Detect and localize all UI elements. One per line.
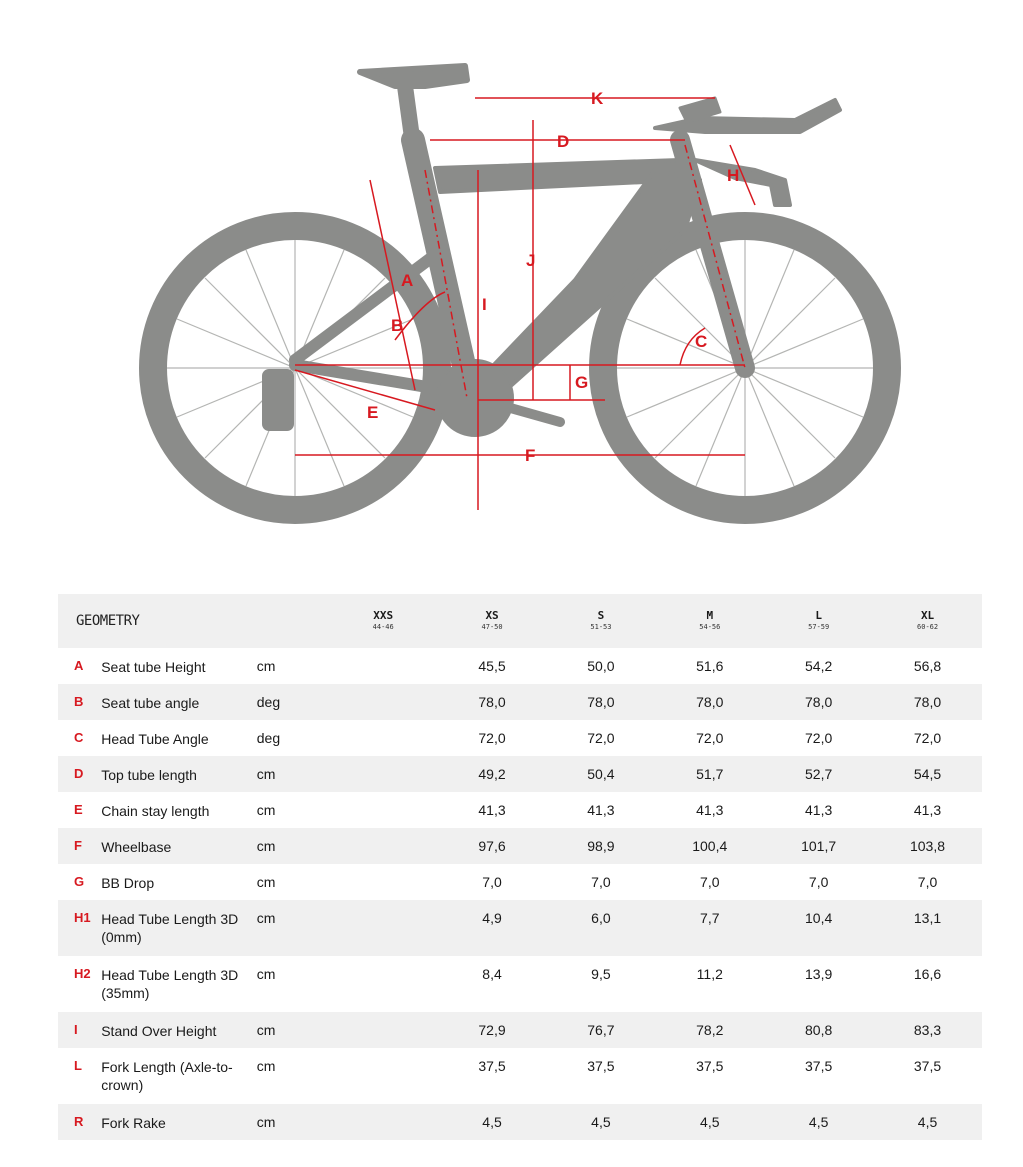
row-value: 11,2 <box>696 966 723 982</box>
row-letter: D <box>74 766 84 781</box>
row-value: 80,8 <box>805 1022 833 1038</box>
table-row <box>58 828 982 864</box>
size-col-xxs <box>329 608 438 632</box>
row-value: 16,6 <box>913 966 942 982</box>
row-value: 7,0 <box>917 874 938 890</box>
row-value: 72,0 <box>478 730 506 746</box>
size-name: XS <box>485 608 499 622</box>
row-unit: cm <box>256 1114 276 1130</box>
row-unit: cm <box>256 1022 276 1038</box>
row-value: 78,2 <box>696 1022 724 1038</box>
row-letter: E <box>74 802 83 817</box>
label-a: A <box>401 271 414 290</box>
row-value: 7,0 <box>700 874 720 890</box>
row-value: 37,5 <box>913 1058 942 1074</box>
row-name: Head Tube Length 3D (0mm) <box>101 911 239 945</box>
row-value: 6,0 <box>591 910 611 926</box>
row-unit: cm <box>256 910 276 926</box>
row-value: 103,8 <box>909 838 946 854</box>
row-name: Head Tube Length 3D (35mm) <box>101 967 239 1001</box>
label-b: B <box>391 316 404 335</box>
row-unit: deg <box>256 694 281 710</box>
size-name: XXS <box>373 608 394 622</box>
table-row <box>58 1012 982 1048</box>
table-row <box>58 792 982 828</box>
size-name: XL <box>920 608 935 622</box>
table-row <box>58 684 982 720</box>
size-col-m <box>655 608 764 632</box>
size-col-s <box>547 608 656 632</box>
row-name: BB Drop <box>101 875 155 891</box>
row-letter: H1 <box>74 910 91 925</box>
row-value: 41,3 <box>587 802 615 818</box>
row-letter: G <box>74 874 85 889</box>
table-header <box>58 594 982 648</box>
row-value: 45,5 <box>478 658 506 674</box>
row-value: 72,0 <box>696 730 724 746</box>
label-k: K <box>591 89 604 108</box>
size-col-xl <box>873 608 982 632</box>
table-body <box>58 648 982 1140</box>
row-value: 101,7 <box>801 838 837 854</box>
size-name: L <box>815 608 822 622</box>
size-range: 54-56 <box>699 622 721 631</box>
row-value: 41,3 <box>478 802 506 818</box>
row-letter: H2 <box>74 966 91 981</box>
row-name: Wheelbase <box>101 839 172 855</box>
row-value: 54,2 <box>805 658 833 674</box>
label-c: C <box>695 332 708 351</box>
size-name: M <box>706 608 714 622</box>
row-value: 78,0 <box>478 694 506 710</box>
table-row <box>58 1048 982 1104</box>
label-g: G <box>575 373 589 392</box>
label-f: F <box>525 446 536 465</box>
size-range: 60-62 <box>917 622 939 631</box>
row-value: 4,9 <box>482 910 502 926</box>
row-name: Fork Length (Axle-to-crown) <box>101 1059 233 1093</box>
table-row <box>58 648 982 684</box>
row-unit: cm <box>256 802 276 818</box>
row-value: 72,0 <box>805 730 833 746</box>
row-value: 76,7 <box>587 1022 615 1038</box>
row-value: 7,0 <box>808 874 829 890</box>
row-letter: A <box>74 658 84 673</box>
table-title: GEOMETRY <box>76 613 140 629</box>
row-value: 72,0 <box>587 730 615 746</box>
row-name: Seat tube Height <box>101 659 206 675</box>
row-value: 13,1 <box>913 910 942 926</box>
row-value: 72,9 <box>478 1022 506 1038</box>
row-value: 51,7 <box>696 766 724 782</box>
row-value: 56,8 <box>913 658 942 674</box>
row-letter: B <box>74 694 84 709</box>
row-value: 83,3 <box>913 1022 942 1038</box>
row-value: 78,0 <box>696 694 724 710</box>
size-name: S <box>597 608 605 622</box>
row-unit: cm <box>256 966 276 982</box>
size-range: 57-59 <box>808 622 830 631</box>
table-row <box>58 720 982 756</box>
row-value: 4,5 <box>482 1114 502 1130</box>
row-name: Seat tube angle <box>101 695 200 711</box>
row-value: 37,5 <box>805 1058 833 1074</box>
row-value: 50,4 <box>587 766 615 782</box>
row-value: 100,4 <box>692 838 728 854</box>
table-row <box>58 1104 982 1140</box>
row-value: 10,4 <box>805 910 833 926</box>
row-value: 37,5 <box>478 1058 506 1074</box>
row-value: 41,3 <box>696 802 724 818</box>
row-value: 97,6 <box>478 838 506 854</box>
size-col-l <box>764 608 873 632</box>
row-value: 78,0 <box>913 694 942 710</box>
table-row <box>58 864 982 900</box>
row-value: 37,5 <box>696 1058 724 1074</box>
row-unit: cm <box>256 874 276 890</box>
row-value: 50,0 <box>587 658 615 674</box>
table-row <box>58 956 982 1012</box>
row-value: 98,9 <box>587 838 615 854</box>
row-value: 54,5 <box>913 766 942 782</box>
row-value: 8,4 <box>482 966 502 982</box>
row-unit: cm <box>256 1058 276 1074</box>
row-value: 78,0 <box>805 694 833 710</box>
row-name: Top tube length <box>101 767 197 783</box>
label-e: E <box>367 403 379 422</box>
row-name: Fork Rake <box>101 1115 166 1131</box>
row-value: 41,3 <box>913 802 942 818</box>
row-name: Stand Over Height <box>101 1023 217 1039</box>
row-value: 52,7 <box>805 766 833 782</box>
row-letter: I <box>74 1022 78 1037</box>
row-name: Chain stay length <box>101 803 210 819</box>
row-letter: C <box>74 730 84 745</box>
label-j: J <box>526 251 536 270</box>
row-value: 13,9 <box>805 966 833 982</box>
size-range: 51-53 <box>590 622 612 631</box>
row-unit: cm <box>256 658 276 674</box>
row-value: 4,5 <box>808 1114 829 1130</box>
bike-illustration <box>95 20 935 560</box>
size-col-xs <box>438 608 547 632</box>
geometry-table <box>58 594 982 1140</box>
row-value: 51,6 <box>696 658 724 674</box>
label-h: H <box>727 166 740 185</box>
row-unit: deg <box>256 730 281 746</box>
size-range: 47-50 <box>481 622 503 631</box>
row-unit: cm <box>256 766 276 782</box>
row-value: 7,0 <box>591 874 611 890</box>
row-value: 49,2 <box>478 766 506 782</box>
row-value: 72,0 <box>913 730 942 746</box>
size-range: 44-46 <box>372 622 394 631</box>
row-unit: cm <box>256 838 276 854</box>
bike-geometry-diagram <box>95 20 935 560</box>
row-value: 9,5 <box>591 966 611 982</box>
label-d: D <box>557 132 570 151</box>
row-value: 7,7 <box>700 910 720 926</box>
row-value: 41,3 <box>805 802 833 818</box>
row-value: 78,0 <box>587 694 615 710</box>
row-value: 4,5 <box>917 1114 938 1130</box>
row-letter: F <box>74 838 82 853</box>
row-value: 4,5 <box>700 1114 720 1130</box>
table-row <box>58 756 982 792</box>
row-letter: R <box>74 1114 84 1129</box>
label-i: I <box>482 295 487 314</box>
table-row <box>58 900 982 956</box>
row-name: Head Tube Angle <box>101 731 209 747</box>
row-value: 4,5 <box>591 1114 611 1130</box>
row-value: 7,0 <box>482 874 502 890</box>
row-letter: L <box>74 1058 82 1073</box>
row-value: 37,5 <box>587 1058 615 1074</box>
